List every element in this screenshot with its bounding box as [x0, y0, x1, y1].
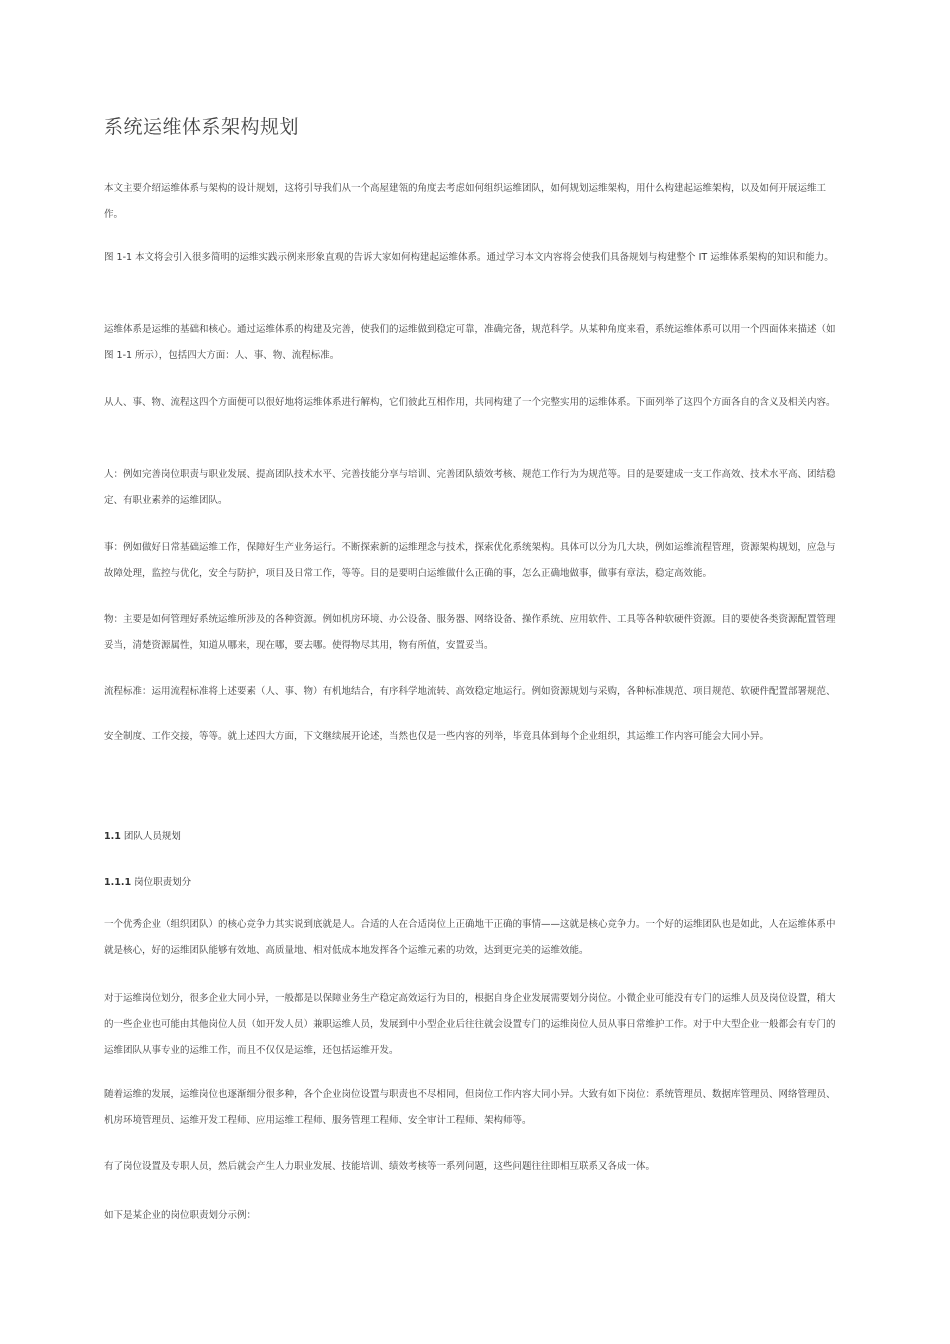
paragraph-affairs: 事：例如做好日常基础运维工作，保障好生产业务运行。不断探索新的运维理念与技术，探索优化系统架构。具体可以分为几大块，例如运维流程管理，资源架构规划，应急与故障处理，监控与优化，安全与防护，项目及日常工作，等等。目的是要明白运维做什么正确的事，怎么正确地做事，做事有章法，稳定高效能。: [104, 542, 836, 579]
paragraph-core-competence: 一个优秀企业（组织团队）的核心竞争力其实说到底就是人。合适的人在合适岗位上正确地干正确的事情——这就是核心竞争力。一个好的运维团队也是如此，人在运维体系中就是核心，好的运维团队能够有效地、高质量地、相对低成本地发挥各个运维元素的功效，达到更完美的运维效能。: [104, 919, 836, 956]
paragraph-intro: 本文主要介绍运维体系与架构的设计规划，这将引导我们从一个高屋建瓴的角度去考虑如何组织运维团队，如何规划运维架构，用什么构建起运维架构，以及如何开展运维工作。: [104, 183, 827, 220]
paragraph-role-division: 对于运维岗位划分，很多企业大同小异，一般都是以保障业务生产稳定高效运行为目的，根据自身企业发展需要划分岗位。小微企业可能没有专门的运维人员及岗位设置，稍大的一些企业也可能由其他岗位人员（如开发人员）兼职运维人员，发展到中小型企业后往往就会设置专门的运维岗位人员从事日常维护工作。对于中大型企业一般都会有专门的运维团队从事专业的运维工作，而且不仅仅是运维，还包括运维开发。: [104, 993, 836, 1056]
paragraph-people: 人：例如完善岗位职责与职业发展、提高团队技术水平、完善技能分享与培训、完善团队绩效考核、规范工作行为为规范等。目的是要建成一支工作高效、技术水平高、团结稳定、有职业素养的运维团队。: [104, 469, 836, 506]
paragraph-things: 物：主要是如何管理好系统运维所涉及的各种资源。例如机房环境、办公设备、服务器、网络设备、操作系统、应用软件、工具等各种软硬件资源。目的要使各类资源配置管理妥当，清楚资源属性，知道从哪来，现在哪，要去哪。使得物尽其用，物有所值，安置妥当。: [104, 614, 836, 651]
section-title: 团队人员规划: [123, 831, 181, 842]
subsection-heading: [104, 874, 191, 888]
paragraph-ops-system: 运维体系是运维的基础和核心。通过运维体系的构建及完善，使我们的运维做到稳定可靠，准确完备，规范科学。从某种角度来看，系统运维体系可以用一个四面体来描述（如图 1-1 所示），包括四大方面：人、事、物、流程标准。: [104, 324, 836, 361]
paragraph-example-intro: 如下是某企业的岗位职责划分示例：: [104, 1210, 257, 1221]
paragraph-process: 流程标准：运用流程标准将上述要素（人、事、物）有机地结合，有序科学地流转、高效稳定地运行。例如资源规划与采购，各种标准规范、项目规范、软硬件配置部署规范、安全制度、工作交接，等等。就上述四大方面，下文继续展开论述，当然也仅是一些内容的列举，毕竟具体到每个企业组织，其运维工作内容可能会大同小异。: [104, 686, 836, 742]
section-number: 1.1: [104, 831, 121, 842]
paragraph-figure-note: 图 1-1 本文将会引入很多简明的运维实践示例来形象直观的告诉大家如何构建起运维体系。通过学习本文内容将会使我们具备规划与构建整个 IT 运维体系架构的知识和能力。: [104, 252, 834, 263]
subsection-title: 岗位职责划分: [134, 877, 192, 888]
section-heading: [104, 828, 181, 842]
subsection-number: 1.1.1: [104, 877, 132, 888]
paragraph-career: 有了岗位设置及专职人员，然后就会产生人力职业发展、技能培训、绩效考核等一系列问题，这些问题往往即相互联系又各成一体。: [104, 1161, 656, 1172]
document-title: 系统运维体系架构规划: [104, 116, 300, 138]
paragraph-role-list: 随着运维的发展，运维岗位也逐渐细分很多种，各个企业岗位设置与职责也不尽相同，但岗位工作内容大同小异。大致有如下岗位：系统管理员、数据库管理员、网络管理员、机房环境管理员、运维开发工程师、应用运维工程师、服务管理工程师、安全审计工程师、架构师等。: [104, 1089, 836, 1126]
paragraph-four-aspects: 从人、事、物、流程这四个方面便可以很好地将运维体系进行解构，它们彼此互相作用，共同构建了一个完整实用的运维体系。下面列举了这四个方面各自的含义及相关内容。: [104, 397, 836, 408]
